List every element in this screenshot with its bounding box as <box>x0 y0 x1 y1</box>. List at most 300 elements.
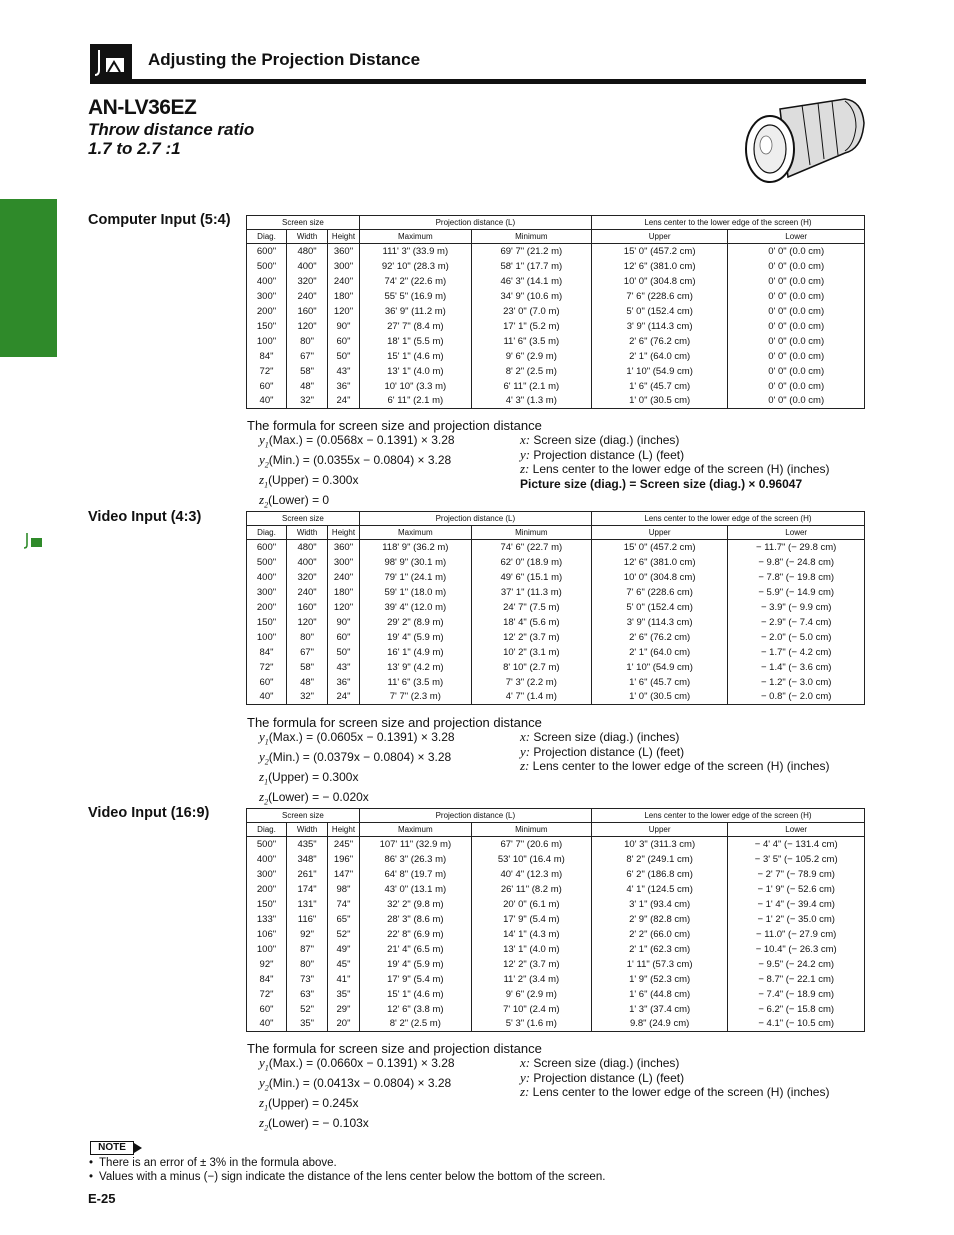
formula-variable: y: <box>520 1069 534 1085</box>
formula-expression: (Max.) = (0.0660x − 0.1391) × 3.28 <box>268 1056 455 1070</box>
table-cell: 34' 9" (10.6 m) <box>471 289 591 304</box>
table-cell: 90" <box>328 319 360 334</box>
table-cell: − 1' 4" (− 39.4 cm) <box>728 897 865 912</box>
table-cell: 7' 10" (2.4 m) <box>471 1002 591 1017</box>
table-cell: 348" <box>287 852 328 867</box>
formula-variable: $z_2$ <box>259 789 269 807</box>
table-cell: 60" <box>328 630 360 645</box>
table-cell: 12' 2" (3.7 m) <box>471 630 591 645</box>
table-cell: 13' 9" (4.2 m) <box>359 660 471 675</box>
table-cell: 600" <box>247 540 287 555</box>
table-cell: 1' 0" (30.5 cm) <box>591 690 728 705</box>
table-cell: 12' 2" (3.7 m) <box>471 957 591 972</box>
table-cell: 196" <box>328 852 360 867</box>
table-cell: 90" <box>328 615 360 630</box>
table-cell: 92' 10" (28.3 m) <box>359 259 471 274</box>
table-row <box>247 852 865 867</box>
table-cell: 46' 3" (14.1 m) <box>471 274 591 289</box>
table-cell: 10' 10" (3.3 m) <box>359 379 471 394</box>
table-cell: 18' 1" (5.5 m) <box>359 334 471 349</box>
table-cell: 480" <box>287 540 328 555</box>
formula-expression: (Min.) = (0.0413x − 0.0804) × 3.28 <box>268 1076 452 1091</box>
table-cell: 100" <box>247 942 287 957</box>
formula-lines <box>259 1056 455 1136</box>
table-cell: 7' 6" (228.6 cm) <box>591 585 728 600</box>
table-cell: 9' 6" (2.9 m) <box>471 987 591 1002</box>
table-cell: 180" <box>328 585 360 600</box>
column-header: Lower <box>728 823 865 837</box>
formula-legend-text: Projection distance (L) (feet) <box>533 447 685 462</box>
table-cell: 0' 0" (0.0 cm) <box>728 304 865 319</box>
table-cell: 18' 4" (5.6 m) <box>471 615 591 630</box>
table-cell: 360" <box>328 540 360 555</box>
formula-legend-item <box>520 1056 829 1071</box>
formula-variable: $z_1$ <box>259 472 269 490</box>
table-cell: 600" <box>247 244 287 259</box>
column-group-header: Projection distance (L) <box>359 512 591 526</box>
table-cell: 120" <box>287 319 328 334</box>
table-cell: 67" <box>287 349 328 364</box>
formula-variable: $z_1$ <box>259 769 269 787</box>
table-cell: 7' 6" (228.6 cm) <box>591 289 728 304</box>
table-cell: − 1' 2" (− 35.0 cm) <box>728 912 865 927</box>
table-row <box>247 1017 865 1032</box>
table-cell: 22' 8" (6.9 m) <box>359 927 471 942</box>
formula-variable: y: <box>520 446 534 462</box>
formula-lines <box>259 433 455 513</box>
table-cell: 0' 0" (0.0 cm) <box>728 364 865 379</box>
table-cell: − 2' 7" (− 78.9 cm) <box>728 867 865 882</box>
table-cell: 84" <box>247 645 287 660</box>
note-item: • Values with a minus (−) sign indicate the distance of the lens center below the bottom of the screen. <box>89 1170 605 1184</box>
table-cell: 72" <box>247 987 287 1002</box>
table-cell: 98" <box>328 882 360 897</box>
table-cell: 6' 11" (2.1 m) <box>359 394 471 409</box>
table-cell: − 2.0" (− 5.0 cm) <box>728 630 865 645</box>
table-cell: 160" <box>287 304 328 319</box>
table-cell: 0' 0" (0.0 cm) <box>728 334 865 349</box>
table-cell: 5' 0" (152.4 cm) <box>591 304 728 319</box>
table-cell: 58' 1" (17.7 m) <box>471 259 591 274</box>
table-cell: 3' 9" (114.3 cm) <box>591 615 728 630</box>
column-group-header: Projection distance (L) <box>359 216 591 230</box>
table-cell: − 4.1" (− 10.5 cm) <box>728 1017 865 1032</box>
formula-variable: x: <box>520 1055 534 1070</box>
formula-variable: x: <box>520 729 534 744</box>
table-cell: 320" <box>287 274 328 289</box>
table-cell: 40" <box>247 394 287 409</box>
table-cell: 13' 1" (4.0 m) <box>359 364 471 379</box>
table-row <box>247 912 865 927</box>
table-row <box>247 585 865 600</box>
table-cell: 72" <box>247 364 287 379</box>
column-header: Upper <box>591 823 728 837</box>
table-cell: 36' 9" (11.2 m) <box>359 304 471 319</box>
table-cell: 500" <box>247 555 287 570</box>
column-group-header: Lens center to the lower edge of the screen (H) <box>591 216 864 230</box>
table-cell: 133" <box>247 912 287 927</box>
formula-legend <box>520 1056 829 1100</box>
table-cell: 240" <box>287 585 328 600</box>
column-header: Minimum <box>471 230 591 244</box>
table-cell: 80" <box>287 334 328 349</box>
column-header: Diag. <box>247 230 287 244</box>
table-cell: 240" <box>328 570 360 585</box>
table-cell: 21' 4" (6.5 m) <box>359 942 471 957</box>
formula-expression: (Min.) = (0.0355x − 0.0804) × 3.28 <box>268 453 452 468</box>
formula-legend <box>520 730 829 774</box>
table-row <box>247 319 865 334</box>
formula-legend-item <box>520 745 829 760</box>
formula-line <box>259 1056 455 1076</box>
column-header: Maximum <box>359 230 471 244</box>
table-cell: − 1.2" (− 3.0 cm) <box>728 675 865 690</box>
table-cell: 58" <box>287 660 328 675</box>
table-cell: 245" <box>328 837 360 852</box>
table-cell: 55' 5" (16.9 m) <box>359 289 471 304</box>
page-title: Adjusting the Projection Distance <box>148 50 421 69</box>
table-cell: − 11.7" (− 29.8 cm) <box>728 540 865 555</box>
table-cell: 98' 9" (30.1 m) <box>359 555 471 570</box>
formula-title: The formula for screen size and projection distance <box>247 715 542 730</box>
table-cell: 10' 3" (311.3 cm) <box>591 837 728 852</box>
formula-variable: x: <box>520 432 534 447</box>
table-cell: 40' 4" (12.3 m) <box>471 867 591 882</box>
table-cell: 60" <box>247 675 287 690</box>
table-cell: 2' 9" (82.8 cm) <box>591 912 728 927</box>
column-header: Width <box>287 526 328 540</box>
table-cell: 9.8" (24.9 cm) <box>591 1017 728 1032</box>
table-cell: 0' 0" (0.0 cm) <box>728 349 865 364</box>
table-cell: − 8.7" (− 22.1 cm) <box>728 972 865 987</box>
table-cell: 400" <box>287 555 328 570</box>
table-cell: 100" <box>247 630 287 645</box>
table-cell: 36" <box>328 675 360 690</box>
table-cell: 39' 4" (12.0 m) <box>359 600 471 615</box>
column-header: Upper <box>591 230 728 244</box>
formula-line <box>259 453 455 473</box>
throw-ratio-line1: Throw distance ratio <box>88 120 255 139</box>
table-cell: 120" <box>287 615 328 630</box>
table-cell: 26' 11" (8.2 m) <box>471 882 591 897</box>
table-cell: 64' 8" (19.7 m) <box>359 867 471 882</box>
table-row <box>247 660 865 675</box>
section-heading-video-4-3: Video Input (4:3) <box>88 509 202 525</box>
section-heading-computer: Computer Input (5:4) <box>88 212 231 228</box>
table-cell: 20" <box>328 1017 360 1032</box>
page-number: E-25 <box>88 1191 116 1206</box>
table-cell: 49' 6" (15.1 m) <box>471 570 591 585</box>
formula-line <box>259 1116 455 1136</box>
table-cell: 59' 1" (18.0 m) <box>359 585 471 600</box>
formula-expression: (Upper) = 0.300x <box>268 770 359 785</box>
table-cell: − 7.4" (− 18.9 cm) <box>728 987 865 1002</box>
table-row <box>247 244 865 259</box>
table-cell: 2' 6" (76.2 cm) <box>591 334 728 349</box>
table-row <box>247 540 865 555</box>
table-cell: 45" <box>328 957 360 972</box>
table-cell: 69' 7" (21.2 m) <box>471 244 591 259</box>
table-cell: 10' 0" (304.8 cm) <box>591 274 728 289</box>
table-cell: 74' 2" (22.6 m) <box>359 274 471 289</box>
table-cell: 9' 6" (2.9 m) <box>471 349 591 364</box>
table-cell: − 0.8" (− 2.0 cm) <box>728 690 865 705</box>
table-cell: 60" <box>247 379 287 394</box>
table-cell: 106" <box>247 927 287 942</box>
table-cell: 65" <box>328 912 360 927</box>
table-cell: 300" <box>328 259 360 274</box>
table-cell: 8' 2" (249.1 cm) <box>591 852 728 867</box>
table-cell: 62' 0" (18.9 m) <box>471 555 591 570</box>
formula-line <box>259 433 455 453</box>
table-cell: 27' 7" (8.4 m) <box>359 319 471 334</box>
table-cell: 40" <box>247 1017 287 1032</box>
table-cell: − 5.9" (− 14.9 cm) <box>728 585 865 600</box>
table-cell: − 1.7" (− 4.2 cm) <box>728 645 865 660</box>
table-cell: − 10.4" (− 26.3 cm) <box>728 942 865 957</box>
table-cell: 480" <box>287 244 328 259</box>
table-cell: 107' 11" (32.9 m) <box>359 837 471 852</box>
table-cell: 400" <box>287 259 328 274</box>
table-cell: 1' 0" (30.5 cm) <box>591 394 728 409</box>
table-cell: 160" <box>287 600 328 615</box>
formula-variable: y: <box>520 743 534 759</box>
side-tab-label: Setup & Connections <box>22 423 32 515</box>
table-cell: 12' 6" (3.8 m) <box>359 1002 471 1017</box>
table-cell: 11' 6" (3.5 m) <box>359 675 471 690</box>
table-cell: 180" <box>328 289 360 304</box>
table-cell: 320" <box>287 570 328 585</box>
table-row <box>247 675 865 690</box>
side-tab-icon <box>22 531 44 551</box>
table-row <box>247 1002 865 1017</box>
table-cell: 8' 2" (2.5 m) <box>359 1017 471 1032</box>
table-cell: 13' 1" (4.0 m) <box>471 942 591 957</box>
table-cell: 300" <box>247 289 287 304</box>
column-header: Upper <box>591 526 728 540</box>
table-cell: 100" <box>247 334 287 349</box>
formula-expression: (Lower) = 0 <box>268 493 330 508</box>
formula-variable: $y_2$ <box>259 1075 269 1093</box>
table-cell: 240" <box>328 274 360 289</box>
formula-variable: z: <box>520 758 533 773</box>
formula-legend-item <box>520 1085 829 1100</box>
formula-expression: (Max.) = (0.0568x − 0.1391) × 3.28 <box>268 433 455 447</box>
table-row <box>247 615 865 630</box>
table-cell: 87" <box>287 942 328 957</box>
table-cell: 400" <box>247 852 287 867</box>
table-cell: 17' 9" (5.4 m) <box>359 972 471 987</box>
table-cell: 52" <box>287 1002 328 1017</box>
table-cell: 0' 0" (0.0 cm) <box>728 244 865 259</box>
table-cell: 20' 0" (6.1 m) <box>471 897 591 912</box>
computer-input-table <box>246 215 865 409</box>
table-cell: 0' 0" (0.0 cm) <box>728 394 865 409</box>
table-cell: − 1' 9" (− 52.6 cm) <box>728 882 865 897</box>
table-cell: 24" <box>328 690 360 705</box>
throw-ratio-line2: 1.7 to 2.7 :1 <box>88 139 181 158</box>
formula-legend-text: Screen size (diag.) (inches) <box>533 730 680 744</box>
table-cell: 24" <box>328 394 360 409</box>
formula-legend-text: Screen size (diag.) (inches) <box>533 1056 680 1070</box>
formula-expression: (Lower) = − 0.103x <box>268 1116 369 1131</box>
table-row <box>247 867 865 882</box>
table-cell: 16' 1" (4.9 m) <box>359 645 471 660</box>
table-cell: 261" <box>287 867 328 882</box>
table-cell: 2' 2" (66.0 cm) <box>591 927 728 942</box>
table-cell: 10' 2" (3.1 m) <box>471 645 591 660</box>
model-name: AN-LV36EZ <box>88 96 197 119</box>
table-cell: − 9.5" (− 24.2 cm) <box>728 957 865 972</box>
note-arrow-icon <box>134 1143 142 1153</box>
column-header: Maximum <box>359 823 471 837</box>
table-row <box>247 942 865 957</box>
table-cell: 7' 3" (2.2 m) <box>471 675 591 690</box>
formula-line <box>259 473 455 493</box>
table-cell: 43" <box>328 660 360 675</box>
table-cell: 35" <box>287 1017 328 1032</box>
formula-variable: $y_1$ <box>259 432 269 450</box>
formula-expression: (Max.) = (0.0605x − 0.1391) × 3.28 <box>268 730 455 744</box>
table-cell: 32" <box>287 394 328 409</box>
table-cell: 1' 9" (52.3 cm) <box>591 972 728 987</box>
lens-icon <box>740 95 870 187</box>
formula-variable: $z_2$ <box>259 492 269 510</box>
table-cell: − 1.4" (− 3.6 cm) <box>728 660 865 675</box>
table-cell: 48" <box>287 379 328 394</box>
table-row <box>247 690 865 705</box>
table-cell: 150" <box>247 897 287 912</box>
table-cell: 86' 3" (26.3 m) <box>359 852 471 867</box>
table-cell: 360" <box>328 244 360 259</box>
formula-variable: $z_1$ <box>259 1095 269 1113</box>
formula-legend-item <box>520 730 829 745</box>
column-header: Minimum <box>471 526 591 540</box>
table-cell: 52" <box>328 927 360 942</box>
table-row <box>247 882 865 897</box>
table-cell: 36" <box>328 379 360 394</box>
formula-line <box>259 1096 455 1116</box>
table-cell: 4' 3" (1.3 m) <box>471 394 591 409</box>
table-cell: 300" <box>328 555 360 570</box>
table-cell: 63" <box>287 987 328 1002</box>
table-cell: 118' 9" (36.2 m) <box>359 540 471 555</box>
table-cell: 60" <box>328 334 360 349</box>
note-badge <box>90 1141 150 1155</box>
formula-title: The formula for screen size and projection distance <box>247 1041 542 1056</box>
table-cell: − 11.0" (− 27.9 cm) <box>728 927 865 942</box>
table-cell: − 7.8" (− 19.8 cm) <box>728 570 865 585</box>
table-cell: 17' 9" (5.4 m) <box>471 912 591 927</box>
formula-variable: $y_2$ <box>259 749 269 767</box>
table-cell: 17' 1" (5.2 m) <box>471 319 591 334</box>
table-cell: 300" <box>247 585 287 600</box>
table-cell: 8' 10" (2.7 m) <box>471 660 591 675</box>
video-16-9-table <box>246 808 865 1032</box>
table-cell: 200" <box>247 600 287 615</box>
table-row <box>247 957 865 972</box>
formula-lines <box>259 730 455 810</box>
table-cell: 12' 6" (381.0 cm) <box>591 259 728 274</box>
column-group-header: Lens center to the lower edge of the screen (H) <box>591 512 864 526</box>
formula-legend-item <box>520 1071 829 1086</box>
table-cell: 74" <box>328 897 360 912</box>
formula-variable: z: <box>520 1084 533 1099</box>
note-list <box>89 1156 605 1184</box>
table-cell: 37' 1" (11.3 m) <box>471 585 591 600</box>
table-cell: 72" <box>247 660 287 675</box>
table-cell: 32' 2" (9.8 m) <box>359 897 471 912</box>
table-cell: 500" <box>247 837 287 852</box>
table-row <box>247 972 865 987</box>
column-header: Maximum <box>359 526 471 540</box>
table-cell: 120" <box>328 304 360 319</box>
formula-legend-item <box>520 462 829 477</box>
table-cell: 80" <box>287 630 328 645</box>
section-heading-video-16-9: Video Input (16:9) <box>88 805 210 821</box>
table-cell: 19' 4" (5.9 m) <box>359 630 471 645</box>
formula-legend-text: Lens center to the lower edge of the screen (H) (inches) <box>532 759 830 773</box>
table-cell: 1' 6" (45.7 cm) <box>591 379 728 394</box>
column-header: Lower <box>728 230 865 244</box>
table-cell: 500" <box>247 259 287 274</box>
table-cell: 1' 10" (54.9 cm) <box>591 660 728 675</box>
table-row <box>247 600 865 615</box>
table-cell: 41" <box>328 972 360 987</box>
table-row <box>247 259 865 274</box>
table-cell: 150" <box>247 615 287 630</box>
table-cell: 3' 9" (114.3 cm) <box>591 319 728 334</box>
table-cell: 32" <box>287 690 328 705</box>
table-cell: 24' 7" (7.5 m) <box>471 600 591 615</box>
column-header: Width <box>287 823 328 837</box>
table-row <box>247 289 865 304</box>
table-row <box>247 364 865 379</box>
column-header: Width <box>287 230 328 244</box>
table-cell: 4' 1" (124.5 cm) <box>591 882 728 897</box>
formula-legend-text: Screen size (diag.) (inches) <box>533 433 680 447</box>
formula-variable: $y_1$ <box>259 1055 269 1073</box>
table-row <box>247 987 865 1002</box>
table-cell: 49" <box>328 942 360 957</box>
table-row <box>247 570 865 585</box>
picture-size-formula: Picture size (diag.) = Screen size (diag.) × 0.96047 <box>520 476 803 491</box>
formula-line <box>259 770 455 790</box>
table-cell: − 9.8" (− 24.8 cm) <box>728 555 865 570</box>
table-cell: 53' 10" (16.4 m) <box>471 852 591 867</box>
table-row <box>247 555 865 570</box>
formula-legend-text: Projection distance (L) (feet) <box>533 1070 685 1085</box>
table-row <box>247 379 865 394</box>
table-cell: 50" <box>328 349 360 364</box>
table-cell: 7' 7" (2.3 m) <box>359 690 471 705</box>
table-cell: 300" <box>247 867 287 882</box>
table-cell: − 6.2" (− 15.8 cm) <box>728 1002 865 1017</box>
table-cell: 43' 0" (13.1 m) <box>359 882 471 897</box>
table-cell: 1' 6" (44.8 cm) <box>591 987 728 1002</box>
table-cell: 0' 0" (0.0 cm) <box>728 319 865 334</box>
table-row <box>247 837 865 852</box>
table-row <box>247 927 865 942</box>
column-header: Lower <box>728 526 865 540</box>
table-cell: 29' 2" (8.9 m) <box>359 615 471 630</box>
table-cell: 200" <box>247 304 287 319</box>
table-cell: 15' 1" (4.6 m) <box>359 349 471 364</box>
formula-legend-text: Lens center to the lower edge of the screen (H) (inches) <box>532 1085 830 1099</box>
table-cell: 400" <box>247 274 287 289</box>
formula-variable: $z_2$ <box>259 1115 269 1133</box>
throw-ratio <box>88 120 254 158</box>
